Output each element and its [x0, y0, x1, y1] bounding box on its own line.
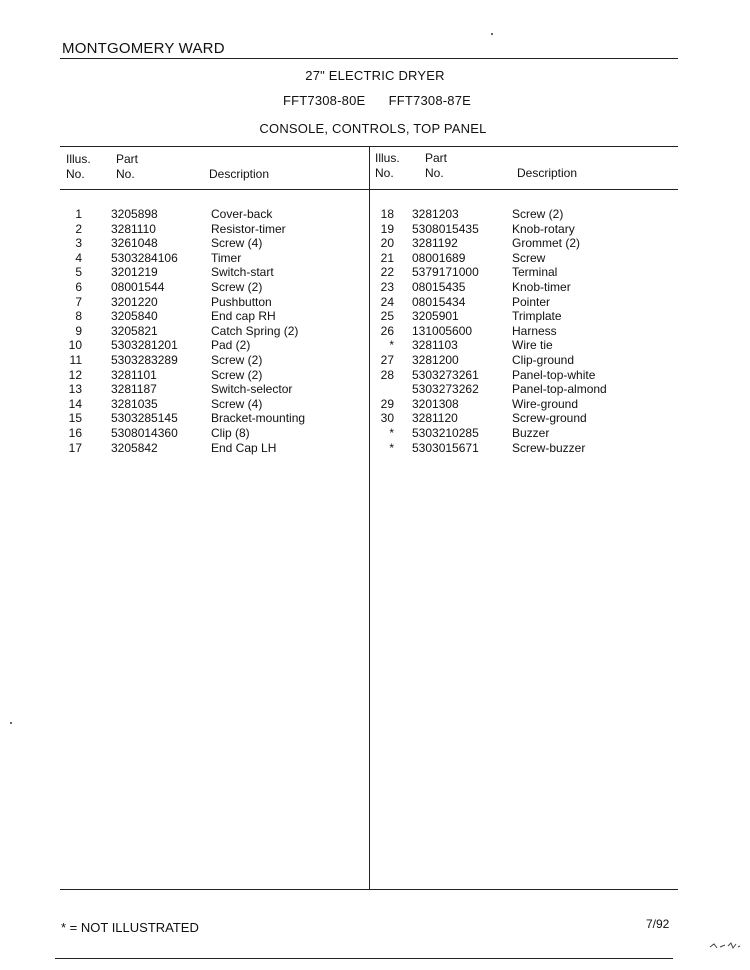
brand-name: MONTGOMERY WARD	[62, 40, 225, 57]
page-bottom-rule	[55, 958, 673, 959]
right-illus-header: Illus. No.	[375, 151, 400, 180]
column-divider	[369, 146, 370, 890]
left-illus-header: Illus. No.	[66, 152, 91, 181]
scan-speck	[491, 33, 493, 35]
model-numbers: FFT7308-80E FFT7308-87E	[282, 93, 472, 108]
top-rule	[60, 58, 678, 59]
handwritten-mark-icon	[708, 938, 742, 952]
left-description-header: Description	[209, 167, 270, 181]
document-title: 27" ELECTRIC DRYER	[305, 68, 445, 83]
revision-date: 7/92	[646, 917, 670, 931]
right-description-header: Description	[517, 166, 578, 180]
footnote: * = NOT ILLUSTRATED	[61, 920, 199, 935]
table-bottom-rule	[60, 889, 678, 890]
left-part-header: Part No.	[116, 152, 139, 181]
scan-speck	[10, 722, 12, 724]
right-part-header: Part No.	[425, 151, 448, 180]
section-title: CONSOLE, CONTROLS, TOP PANEL	[259, 121, 487, 136]
